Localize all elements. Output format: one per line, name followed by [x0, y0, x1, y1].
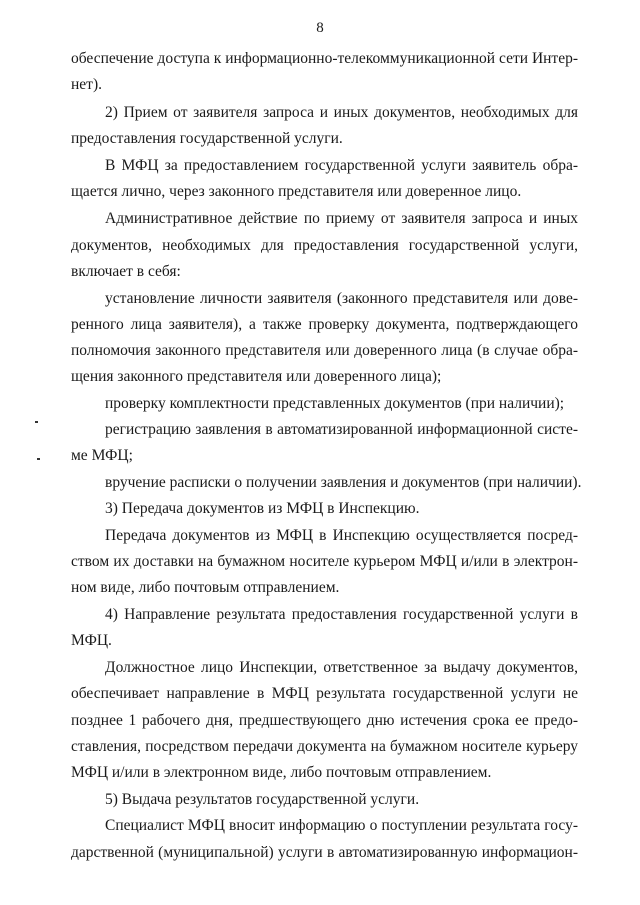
scan-speck [37, 458, 40, 460]
text-line: В МФЦ за предоставлением государственной услуги заявитель обра- [105, 157, 578, 174]
text-line: нет). [71, 76, 102, 93]
text-line: 4) Направление результата предоставления государственной услуги в [105, 606, 578, 623]
text-line: ством их доставки на бумажном носителе курьером МФЦ и/или в электрон- [71, 553, 578, 570]
text-line: ренного лица заявителя), а также проверку документа, подтверждающего [71, 316, 578, 333]
text-line: включает в себя: [71, 263, 181, 280]
text-line: дарственной (муниципальной) услуги в автоматизированную информацион- [71, 844, 578, 861]
text-line: обеспечивает направление в МФЦ результата государственной услуги не [71, 685, 578, 702]
text-line: установление личности заявителя (законного представителя или дове- [105, 290, 578, 307]
text-line: 2) Прием от заявителя запроса и иных документов, необходимых для [105, 104, 578, 121]
text-line: обеспечение доступа к информационно-телекоммуникационной сети Интер- [71, 50, 578, 67]
text-line: позднее 1 рабочего дня, предшествующего дню истечения срока ее предо- [71, 712, 578, 729]
text-line: полномочия законного представителя или доверенного лица (в случае обра- [71, 342, 578, 359]
text-line: Должностное лицо Инспекции, ответственное за выдачу документов, [105, 659, 578, 676]
page-number: 8 [316, 20, 324, 36]
text-line: проверку комплектности представленных документов (при наличии); [105, 395, 565, 412]
text-line: 3) Передача документов из МФЦ в Инспекцию. [105, 500, 420, 517]
text-line: щается лично, через законного представителя или доверенное лицо. [71, 183, 522, 200]
text-line: Административное действие по приему от заявителя запроса и иных [105, 210, 578, 227]
text-line: МФЦ и/или в электронном виде, либо почтовым отправлением. [71, 764, 492, 781]
text-line: щения законного представителя или доверенного лица); [71, 368, 442, 385]
text-line: ставления, посредством передачи документа на бумажном носителе курьеру [71, 738, 578, 755]
text-line: документов, необходимых для предоставления государственной услуги, [71, 237, 578, 254]
text-line: вручение расписки о получении заявления и документов (при наличии). [105, 474, 582, 491]
text-line: ме МФЦ; [71, 447, 133, 464]
text-line: ном виде, либо почтовым отправлением. [71, 579, 340, 596]
text-line: 5) Выдача результатов государственной услуги. [105, 791, 420, 808]
text-line: МФЦ. [71, 632, 112, 649]
scan-speck [35, 421, 38, 423]
text-line: регистрацию заявления в автоматизированной информационной систе- [105, 421, 578, 438]
text-line: Специалист МФЦ вносит информацию о поступлении результата госу- [105, 817, 578, 834]
text-line: предоставления государственной услуги. [71, 130, 343, 147]
text-line: Передача документов из МФЦ в Инспекцию осуществляется посред- [105, 527, 578, 544]
